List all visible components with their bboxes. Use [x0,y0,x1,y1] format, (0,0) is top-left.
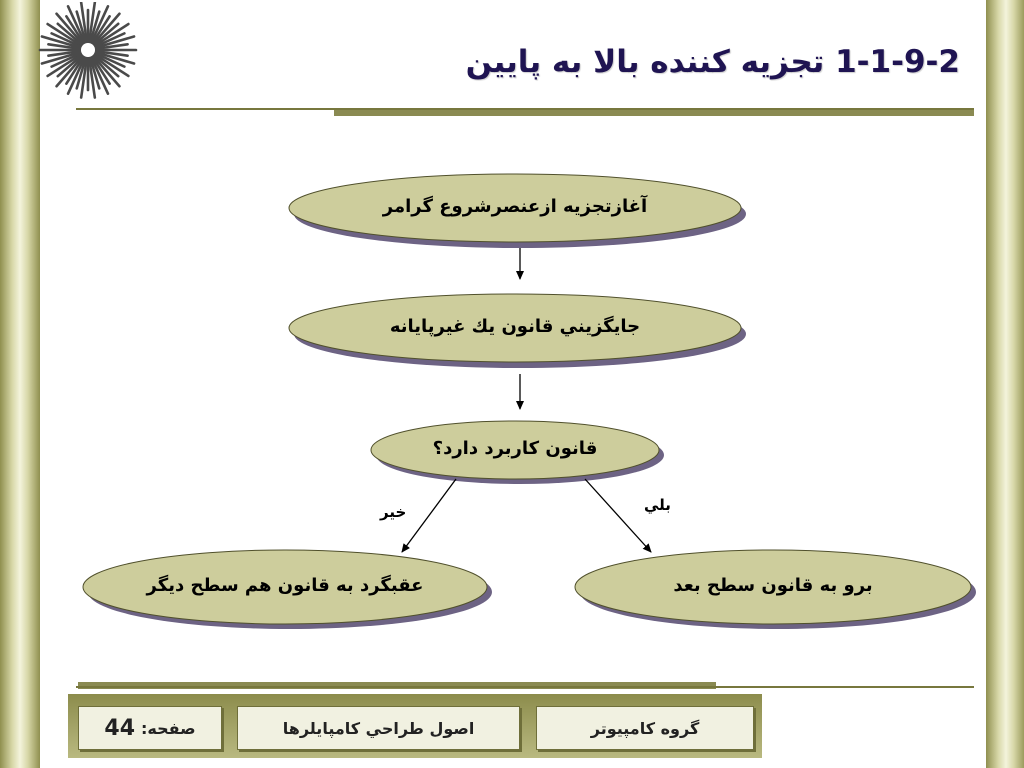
footer-course-label: اصول طراحي كامپايلرها [282,718,475,738]
footer-page-number: 44 [104,715,136,741]
edge-yes-label: بلي [644,496,671,514]
edge-no-label: خير [380,503,407,521]
node-backtrack-label: عقبگرد به قانون هم سطح ديگر [146,575,424,596]
footer-group-box [536,706,754,750]
footer-page-box [78,706,222,750]
node-decision-label: قانون كاربرد دارد؟ [432,438,598,459]
footer-page-label: صفحه: [141,718,196,738]
node-next-level-label: برو به قانون سطح بعد [673,575,873,596]
footer-group-label: گروه كامپيوتر [590,718,700,738]
footer-course-box [237,706,520,750]
slide-title: 1-1-9-2 تجزيه كننده بالا به پايين [465,44,960,80]
node-start-label: آغازتجزيه ازعنصرشروع گرامر [382,196,648,217]
node-replace-label: جايگزيني قانون يك غيرپايانه [389,316,641,337]
bottom-divider-thin [76,686,974,688]
edge-no [402,479,456,552]
edge-yes [585,479,651,552]
